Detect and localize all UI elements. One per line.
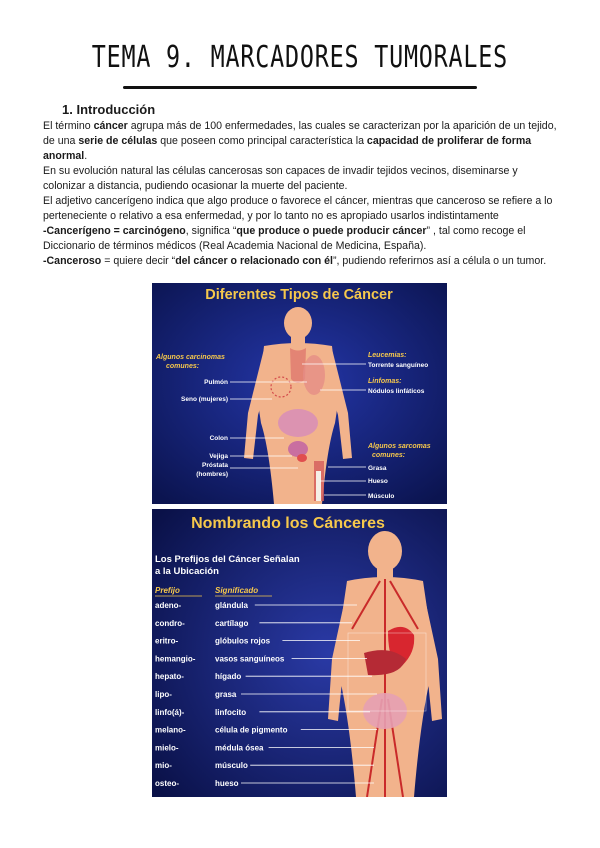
label-torrente: Torrente sanguíneo bbox=[368, 362, 429, 369]
body-text bbox=[43, 119, 558, 269]
document-title bbox=[0, 40, 600, 75]
right-heading-leucemias: Leucemias: bbox=[368, 352, 407, 359]
label-musculo: Músculo bbox=[368, 493, 395, 500]
paragraph-1: El término cáncer agrupa más de 100 enfermedades, las cuales se caracterizan por la aparición de un tejido, de una serie de células que poseen como principal característica la capacidad de proliferar de forma anormal. bbox=[43, 120, 557, 162]
paragraph-2: En su evolución natural las células cancerosas son capaces de invadir tejidos vecinos, diseminarse y colonizar a distancia, pudiendo ocasionar la muerte del paciente. bbox=[43, 165, 518, 192]
meaning-cell: médula ósea bbox=[215, 743, 264, 753]
prefix-cell: condro- bbox=[155, 618, 185, 628]
label-nodulos: Nódulos linfáticos bbox=[368, 388, 425, 395]
prefix-cell: mielo- bbox=[155, 743, 179, 753]
meaning-cell: glándula bbox=[215, 601, 248, 610]
figure-title: Diferentes Tipos de Cáncer bbox=[205, 287, 393, 303]
figure-naming-cancers bbox=[152, 509, 447, 797]
title-underline bbox=[123, 86, 477, 89]
figure-cancer-types bbox=[152, 283, 447, 504]
subtitle-line1: Los Prefijos del Cáncer Señalan bbox=[155, 554, 300, 565]
paragraph-4: -Cancerígeno = carcinógeno, significa “que produce o puede producir cáncer” , tal como recoge el Diccionario de términos médicos (Real Academia Nacional de Medicina, España). bbox=[43, 225, 526, 252]
prefix-cell: adeno- bbox=[155, 601, 182, 610]
meaning-cell: glóbulos rojos bbox=[215, 636, 271, 646]
prefix-cell: hemangio- bbox=[155, 654, 196, 664]
title-text: TEMA 9. MARCADORES TUMORALES bbox=[91, 40, 509, 75]
paragraph-5: -Canceroso = quiere decir “del cáncer o relacionado con él”, pudiendo referirnos así a célula o un tumor. bbox=[43, 255, 547, 267]
prefix-cell: hepato- bbox=[155, 672, 184, 682]
column-header-meaning: Significado bbox=[215, 586, 259, 595]
figure-cancer-types-svg bbox=[152, 283, 447, 504]
paragraph-3: El adjetivo cancerígeno indica que algo produce o favorece el cáncer, mientras que canceroso se refiere a lo perteneciente o relativo a esa enfermedad, y por lo tanto no es apropiado usarlos indistintamente bbox=[43, 195, 553, 222]
prefix-cell: mio- bbox=[155, 761, 172, 771]
prefix-cell: lipo- bbox=[155, 690, 172, 699]
label-grasa: Grasa bbox=[368, 465, 387, 472]
meaning-cell: célula de pigmento bbox=[215, 725, 288, 735]
label-prostata: Próstata bbox=[201, 462, 228, 469]
meaning-cell: grasa bbox=[215, 690, 237, 699]
label-seno: Seno (mujeres) bbox=[181, 396, 228, 403]
subtitle-line2: a la Ubicación bbox=[155, 566, 219, 577]
label-hueso: Hueso bbox=[368, 478, 388, 485]
prefix-cell: osteo- bbox=[155, 779, 179, 788]
column-header-prefix: Prefijo bbox=[155, 586, 180, 595]
meaning-cell: vasos sanguíneos bbox=[215, 654, 285, 664]
prefix-cell: eritro- bbox=[155, 636, 179, 646]
figure-naming-cancers-svg bbox=[152, 509, 447, 797]
meaning-cell: músculo bbox=[215, 761, 248, 771]
right-heading-linfomas: Linfomas: bbox=[368, 378, 402, 385]
meaning-cell: hueso bbox=[215, 779, 239, 788]
label-vejiga: Vejiga bbox=[209, 453, 228, 460]
right-heading-sarcomas: Algunos sarcomas bbox=[368, 443, 431, 450]
left-heading-line2: comunes: bbox=[166, 363, 200, 370]
figure-title: Nombrando los Cánceres bbox=[191, 515, 385, 532]
label-colon: Colon bbox=[209, 435, 228, 442]
left-heading-line1: Algunos carcinomas bbox=[156, 354, 225, 361]
prefix-cell: melano- bbox=[155, 725, 186, 735]
meaning-cell: linfocito bbox=[215, 707, 247, 717]
right-heading-sarcomas-2: comunes: bbox=[372, 452, 406, 459]
prefix-cell: linfo(á)- bbox=[155, 707, 185, 717]
label-hombres: (hombres) bbox=[196, 471, 228, 478]
label-pulmon: Pulmón bbox=[204, 379, 228, 386]
meaning-cell: hígado bbox=[215, 672, 242, 682]
meaning-cell: cartílago bbox=[215, 618, 249, 628]
section-heading: 1. Introducción bbox=[62, 102, 156, 117]
